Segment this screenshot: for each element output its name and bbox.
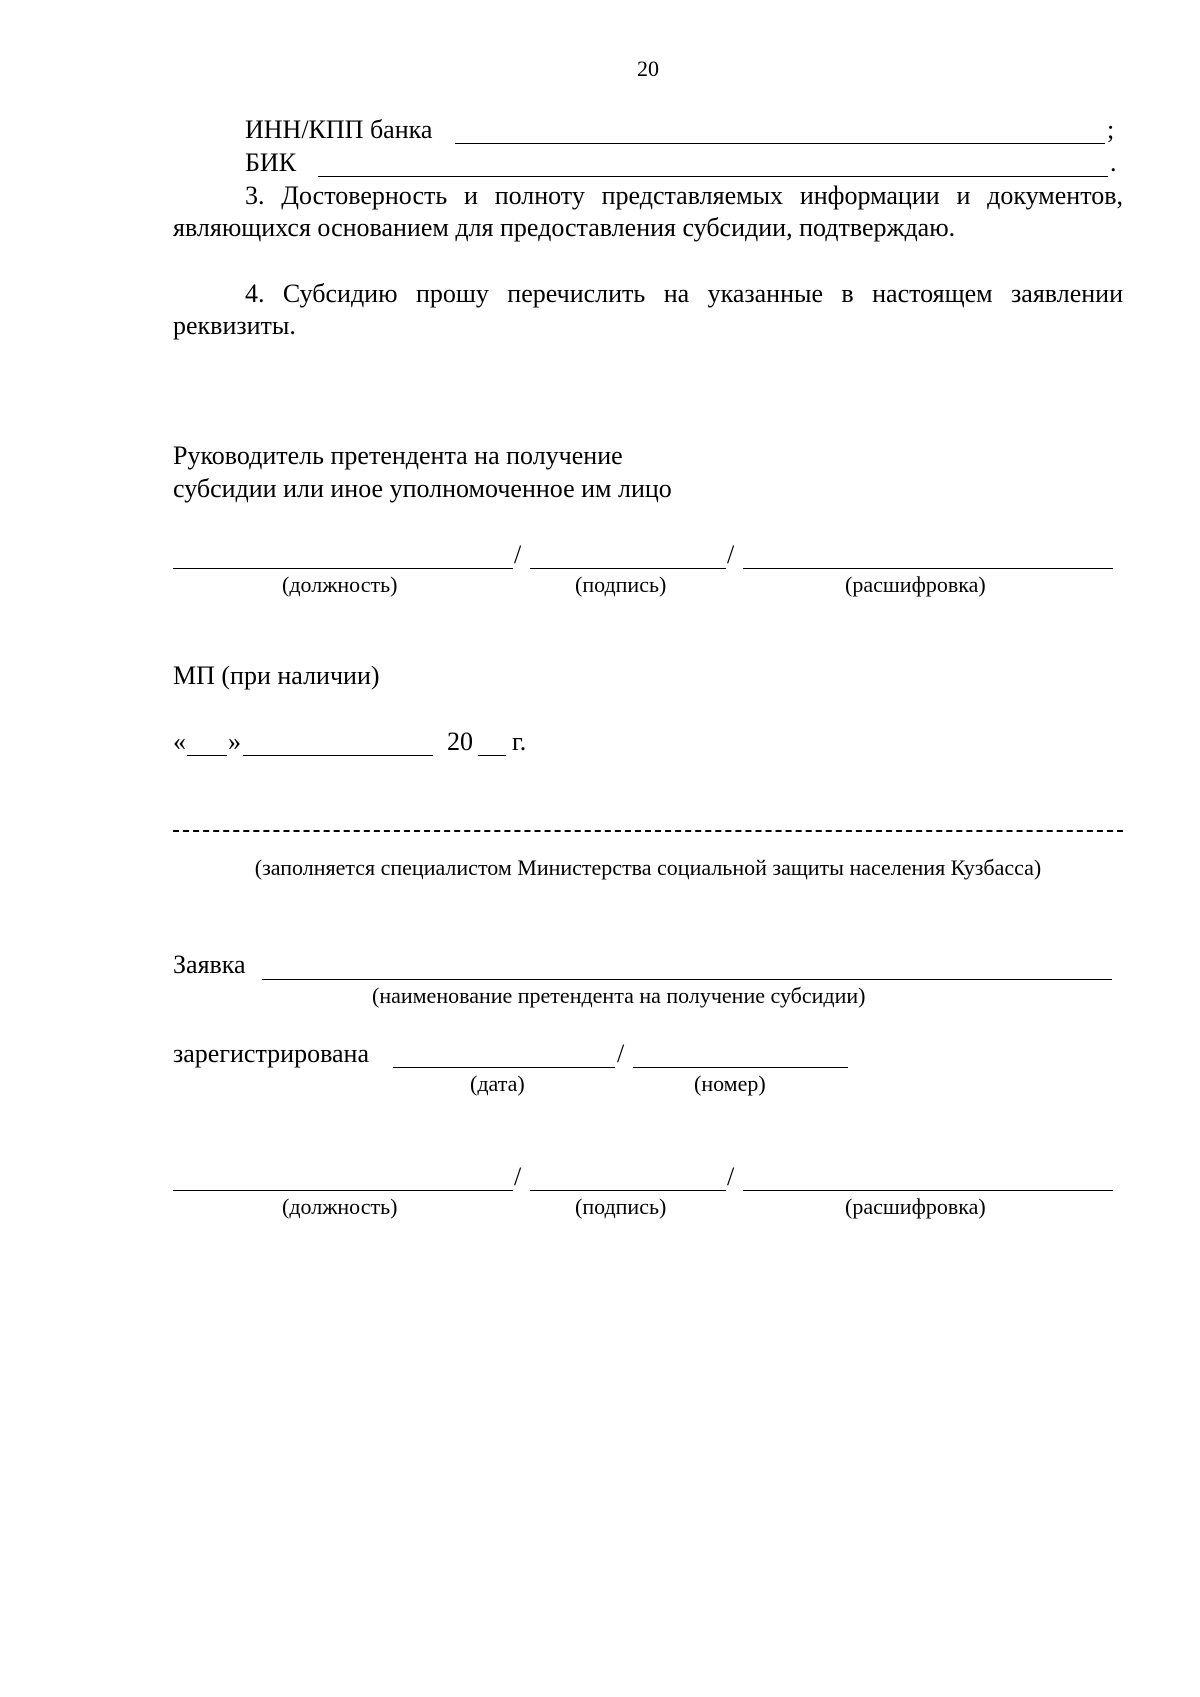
- cut-line-divider: [173, 830, 1123, 832]
- stamp-label: МП (при наличии): [173, 661, 380, 690]
- decoding-caption: (расшифровка): [845, 1194, 986, 1219]
- signature-caption: (подпись): [575, 572, 667, 597]
- signature-field[interactable]: [530, 1190, 726, 1191]
- applicant-name-field[interactable]: [262, 979, 1112, 980]
- registration-date-field[interactable]: [393, 1067, 615, 1068]
- year-prefix: 20: [447, 727, 473, 756]
- registration-number-field[interactable]: [633, 1067, 848, 1068]
- inn-kpp-label: ИНН/КПП банка: [245, 115, 433, 144]
- signature-field[interactable]: [530, 568, 726, 569]
- registration-date-caption: (дата): [470, 1071, 525, 1096]
- registration-number-caption: (номер): [694, 1071, 766, 1096]
- signature-caption: (подпись): [575, 1194, 667, 1219]
- separator: /: [514, 540, 522, 569]
- date-close-quote: »: [228, 727, 241, 756]
- inn-kpp-field[interactable]: [455, 143, 1105, 144]
- decoding-field[interactable]: [743, 568, 1113, 569]
- paragraph-4: 4. Субсидию прошу перечислить на указанные в настоящем заявлении реквизиты.: [173, 279, 1123, 340]
- decoding-field[interactable]: [743, 1190, 1113, 1191]
- bik-end: .: [1110, 148, 1117, 177]
- page-number: 20: [637, 56, 659, 81]
- bik-field[interactable]: [318, 176, 1108, 177]
- position-caption: (должность): [282, 1194, 398, 1219]
- application-label: Заявка: [173, 950, 246, 979]
- date-open-quote: «: [173, 727, 186, 756]
- decoding-caption: (расшифровка): [845, 572, 986, 597]
- separator: /: [514, 1162, 522, 1191]
- year-suffix: г.: [512, 727, 527, 756]
- position-caption: (должность): [282, 572, 398, 597]
- paragraph-3: 3. Достоверность и полноту представляемых информации и документов, являющихся основанием для предоставления субсидии, подтверждаю.: [173, 181, 1123, 242]
- year-field[interactable]: [478, 755, 506, 756]
- applicant-name-caption: (наименование претендента на получение субсидии): [372, 983, 866, 1008]
- registration-separator: /: [617, 1039, 625, 1068]
- month-field[interactable]: [243, 755, 433, 756]
- position-field[interactable]: [173, 1190, 513, 1191]
- day-field[interactable]: [187, 755, 227, 756]
- separator: /: [727, 540, 735, 569]
- inn-kpp-end: ;: [1107, 115, 1115, 144]
- ministry-note: (заполняется специалистом Министерства социальной защиты населения Кузбасса): [254, 855, 1042, 880]
- separator: /: [727, 1162, 735, 1191]
- bik-label: БИК: [245, 148, 297, 177]
- signatory-line-2: субсидии или иное уполномоченное им лицо: [173, 474, 672, 503]
- registration-label: зарегистрирована: [173, 1039, 369, 1068]
- position-field[interactable]: [173, 568, 513, 569]
- signatory-line-1: Руководитель претендента на получение: [173, 441, 623, 470]
